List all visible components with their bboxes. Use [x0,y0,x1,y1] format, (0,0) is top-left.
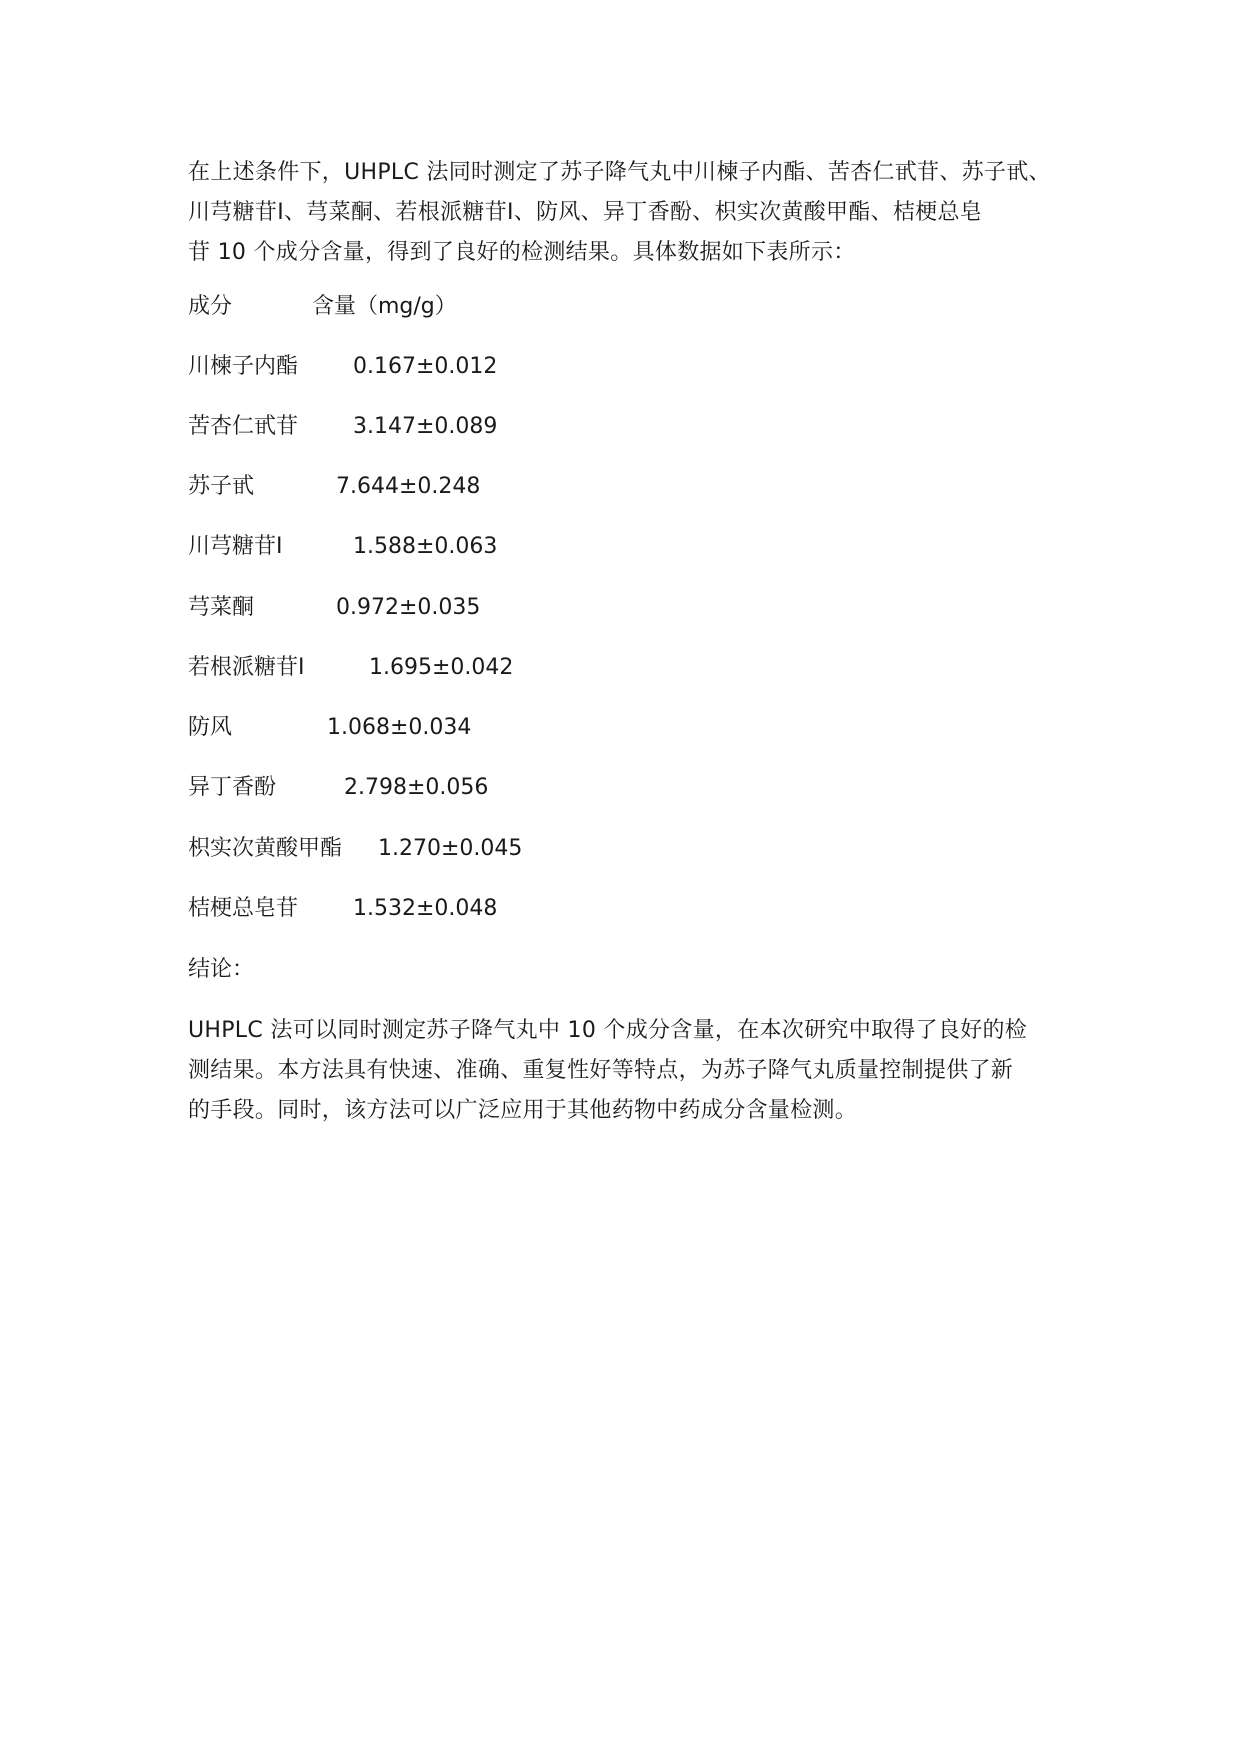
component-name: 异丁香酚 [188,775,277,800]
component-name: 苦杏仁甙苷 [188,414,299,439]
content-value: 1.068±0.034 [327,715,472,740]
content-value: 3.147±0.089 [353,414,498,439]
component-name: 川楝子内酯 [188,354,299,379]
component-name: 枳实次黄酸甲酯 [188,836,343,861]
component-name: 苏子甙 [188,474,255,499]
conclusion-line: UHPLC 法可以同时测定苏子降气丸中 10 个成分含量，在本次研究中取得了良好的检 [188,1018,1028,1043]
component-name: 若根派糖苷Ⅰ [188,655,305,680]
conclusion-line: 测结果。本方法具有快速、准确、重复性好等特点，为苏子降气丸质量控制提供了新 [188,1058,1014,1083]
conclusion-line: 的手段。同时，该方法可以广泛应用于其他药物中药成分含量检测。 [188,1098,858,1123]
intro-line: 在上述条件下，UHPLC 法同时测定了苏子降气丸中川楝子内酯、苦杏仁甙苷、苏子甙、 [188,160,1051,185]
component-name: 芎菜酮 [188,595,255,620]
intro-line: 苷 10 个成分含量，得到了良好的检测结果。具体数据如下表所示： [188,240,856,265]
content-value: 1.270±0.045 [378,836,523,861]
content-value: 0.167±0.012 [353,354,498,379]
intro-line: 川芎糖苷Ⅰ、芎菜酮、若根派糖苷Ⅰ、防风、异丁香酚、枳实次黄酸甲酯、桔梗总皂 [188,200,983,225]
content-value: 1.532±0.048 [353,896,498,921]
component-column-header: 成分 [188,294,233,319]
intro-paragraph [188,153,1068,273]
conclusion-paragraph [188,1011,1068,1131]
content-value: 7.644±0.248 [336,474,481,499]
component-name: 桔梗总皂苷 [188,896,299,921]
content-value: 2.798±0.056 [344,775,489,800]
content-value: 1.695±0.042 [369,655,514,680]
component-name: 川芎糖苷Ⅰ [188,534,283,559]
component-name: 防风 [188,715,233,740]
content-value: 0.972±0.035 [336,595,481,620]
content-column-header: 含量（mg/g） [312,294,457,319]
content-value: 1.588±0.063 [353,534,498,559]
conclusion-heading-text: 结论： [188,957,255,982]
